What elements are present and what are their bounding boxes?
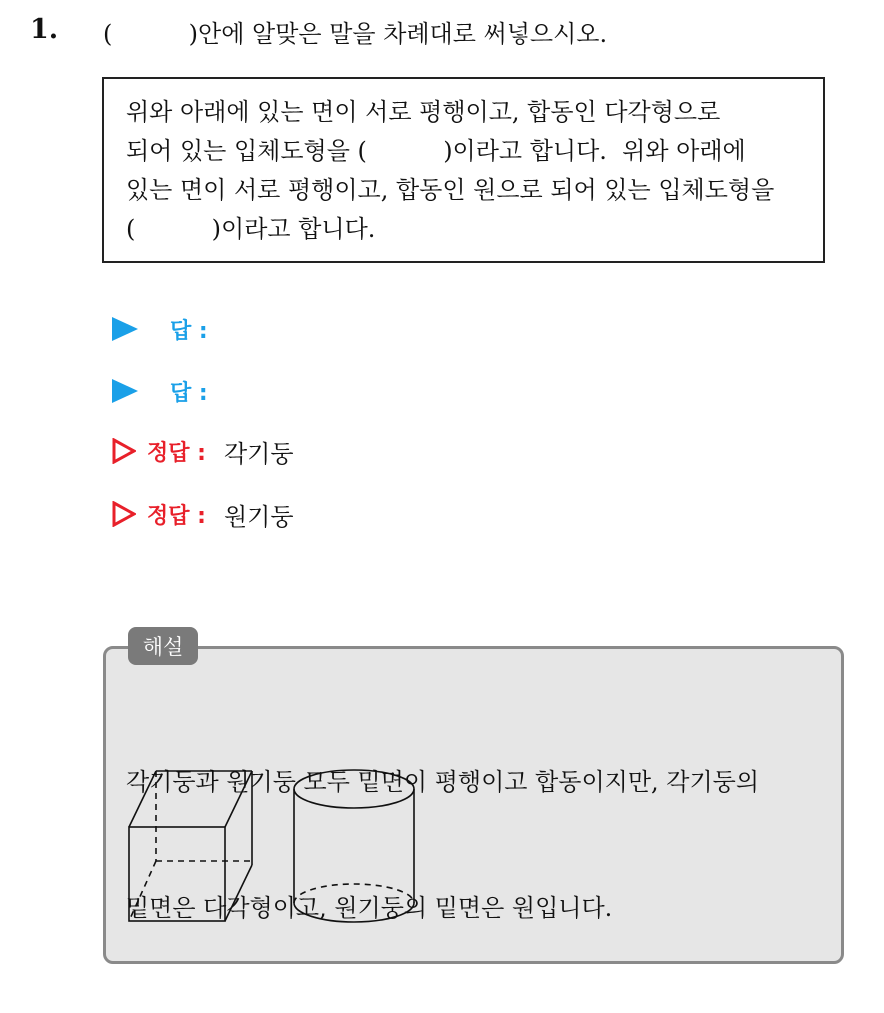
explanation-tag: 해설 (128, 627, 198, 665)
correct-answer-value: 각기둥 (223, 439, 294, 468)
question-box-line: 위와 아래에 있는 면이 서로 평행이고, 합동인 다각형으로 (126, 98, 721, 126)
correct-answer-row-2 (112, 496, 294, 532)
play-triangle-icon (112, 317, 138, 341)
answer-row-1 (112, 311, 208, 347)
question-box-line: 되어 있는 입체도형을 ( )이라고 합니다. 위와 아래에 (126, 137, 746, 165)
explanation-line: 각기둥과 원기둥 모두 밑면이 평행이고 합동이지만, 각기둥의 (126, 768, 760, 796)
answer-label: 답 : (170, 318, 208, 344)
answer-label: 답 : (170, 380, 208, 406)
correct-answer-row-1 (112, 433, 294, 469)
correct-answer-label: 정답 : (147, 440, 206, 466)
question-box-line: ( )이라고 합니다. (126, 215, 376, 243)
correct-answer-label: 정답 : (147, 503, 206, 529)
question-instruction: ( )안에 알맞은 말을 차례대로 써넣으시오. (103, 20, 608, 48)
figures (126, 769, 426, 929)
correct-answer-value: 원기둥 (223, 502, 294, 531)
explanation-panel (103, 646, 844, 964)
outline-triangle-icon (112, 501, 136, 527)
outline-triangle-icon (112, 438, 136, 464)
question-number: 1. (30, 14, 59, 45)
question-box (102, 77, 825, 263)
answer-row-2 (112, 373, 208, 409)
cylinder-figure (294, 770, 414, 922)
play-triangle-icon (112, 379, 138, 403)
question-box-line: 있는 면이 서로 평행이고, 합동인 원으로 되어 있는 입체도형을 (126, 176, 775, 204)
cuboid-figure (129, 771, 252, 921)
explanation-line: 밑면은 다각형이고, 원기둥의 밑면은 원입니다. (126, 894, 613, 922)
